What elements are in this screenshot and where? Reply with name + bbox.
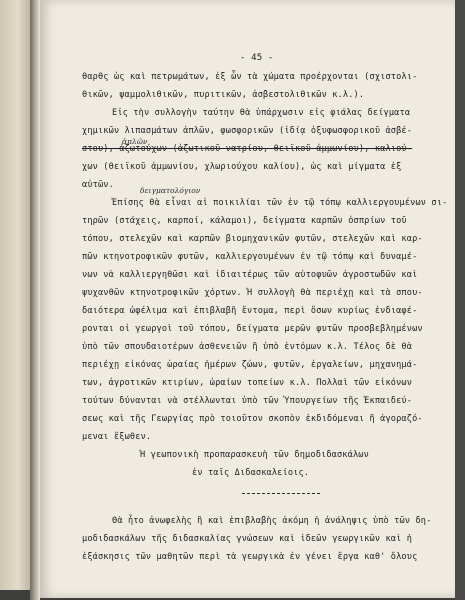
left-page-edge [0,0,31,590]
text-line: τούτων δύνανται νὰ στέλλωνται ὑπὸ τῶν Ὑπουργείων τῆς Ἐκπαιδεύ- [82,396,413,406]
text-line: περιέχῃ εἰκόνας ὡραίας ἡμέρων ζώων, φυτῶν, ἐργαλείων, μηχανημά- [82,360,418,370]
text-line: Θὰ ἦτο ἀνωφελὴς ἢ καὶ ἐπιβλαβὴς ἀκόμη ἡ ἀνάληψις ὑπὸ τῶν δη- [112,516,432,526]
handwritten-note: δειγματολόγιον [140,186,201,195]
text-line: θαρθς ὡς καὶ πετρωμάτων, ἐξ ὧν τὰ χώματα προέρχονται (σχιστολι- [82,72,418,82]
text-line: Εἰς τὴν συλλογὴν ταύτην θὰ ὑπάρχωσιν εἰς φιάλας δείγματα [112,108,411,118]
section-heading: Ἡ γεωπονικὴ προπαρασκευὴ τῶν δημοδιδασκάλων [140,450,369,460]
text-line: δαιότερα ὠφέλιμα καὶ ἐπιβλαβῆ ἔντομα, περὶ ὅσων κυρίως ἐνδιαφέ- [82,306,418,316]
text-line: χων (θειϊκοῦ ἀμμωνίου, χλωριούχου καλίου), ὡς καὶ μίγματα ἐξ [82,162,402,172]
text-line: αὐτῶν. [82,180,114,190]
text-line: ψυχανθῶν κτηνοτροφικῶν χόρτων. Ἡ συλλογὴ θὰ περιέχῃ καὶ τὰ σπου- [82,288,423,298]
text-line: ἐξάσκησις τῶν μαθητῶν περὶ τὰ γεωργικὰ ἐν γένει ἔργα καθ' ὅλους [82,552,418,562]
background-edge [455,0,465,600]
document-page [40,0,455,598]
text-line: στου), ἀζωτούχων (ἀζωτικοῦ νατρίου, θειϊκοῦ ἀμμωνίου), καλιού- [82,144,413,154]
text-line: μοδιδασκάλων τῆς διδασκαλίας γνώσεων καὶ ἰδεῶν γεωργικῶν καὶ ἡ [82,534,413,544]
text-line: ὑπὸ τῶν σπουδαιοτέρων ἀσθενειῶν ἢ ὑπὸ ἐντόμων κ.λ. Τέλος δὲ θὰ [82,342,413,352]
text-line: ρονται οἱ γεωργοὶ τοῦ τόπου, δείγματα μερῶν φυτῶν προσβεβλημένων [82,324,423,334]
heading-divider [242,493,320,494]
text-line: Ἐπίσης θὰ εἶναι αἱ ποικιλίαι τῶν ἐν τῷ τόπῳ καλλιεργουμένων σι- [112,198,448,208]
text-line: νων νὰ καλλιεργηθῶσι καὶ ἰδιαιτέρως τῶν αὐτοφυῶν ἀγροστωδῶν καὶ [82,270,418,280]
section-heading: ἐν ταῖς Διδασκαλείοις. [192,468,310,478]
text-line: των, ἀγροτικῶν κτιρίων, ὡραίων τοπείων κ.λ. Πολλαὶ τῶν εἰκόνων [82,378,413,388]
text-line: σεως καὶ τῆς Γεωργίας πρὸ τοιοῦτον σκοπὸν ἐκδιδόμεναι ἢ ἀγοραζό- [82,414,423,424]
text-line: πῶν κτηνοτροφικῶν φυτῶν, καλλιεργουμένων ἐν τῷ τόπῳ καὶ δυναμέ- [82,252,418,262]
text-line: τηρῶν (στάχεις, καρποί, κάλαμοι), δείγματα καρπῶν ὀσπρίων τοῦ [82,216,407,226]
text-line: χημικῶν λιπασμάτων ἁπλῶν, φωσφορικῶν (ἰδίᾳ ὀξυφωσφορικοῦ ἀσβέ- [82,126,413,136]
book-spine [30,0,40,600]
page-number: - 45 - [240,53,274,63]
text-line: τόπου, στελεχῶν καὶ καρπῶν βιομηχανικῶν φυτῶν, στελεχῶν καὶ καρ- [82,234,423,244]
text-line: θικῶν, ψαμμολιθικῶν, πυριτικῶν, ἀσβεστολιθικῶν κ.λ.). [82,90,365,100]
handwritten-note: ἁπλῶν [122,137,148,146]
text-line: μεναι ἔξωθεν. [82,432,152,442]
